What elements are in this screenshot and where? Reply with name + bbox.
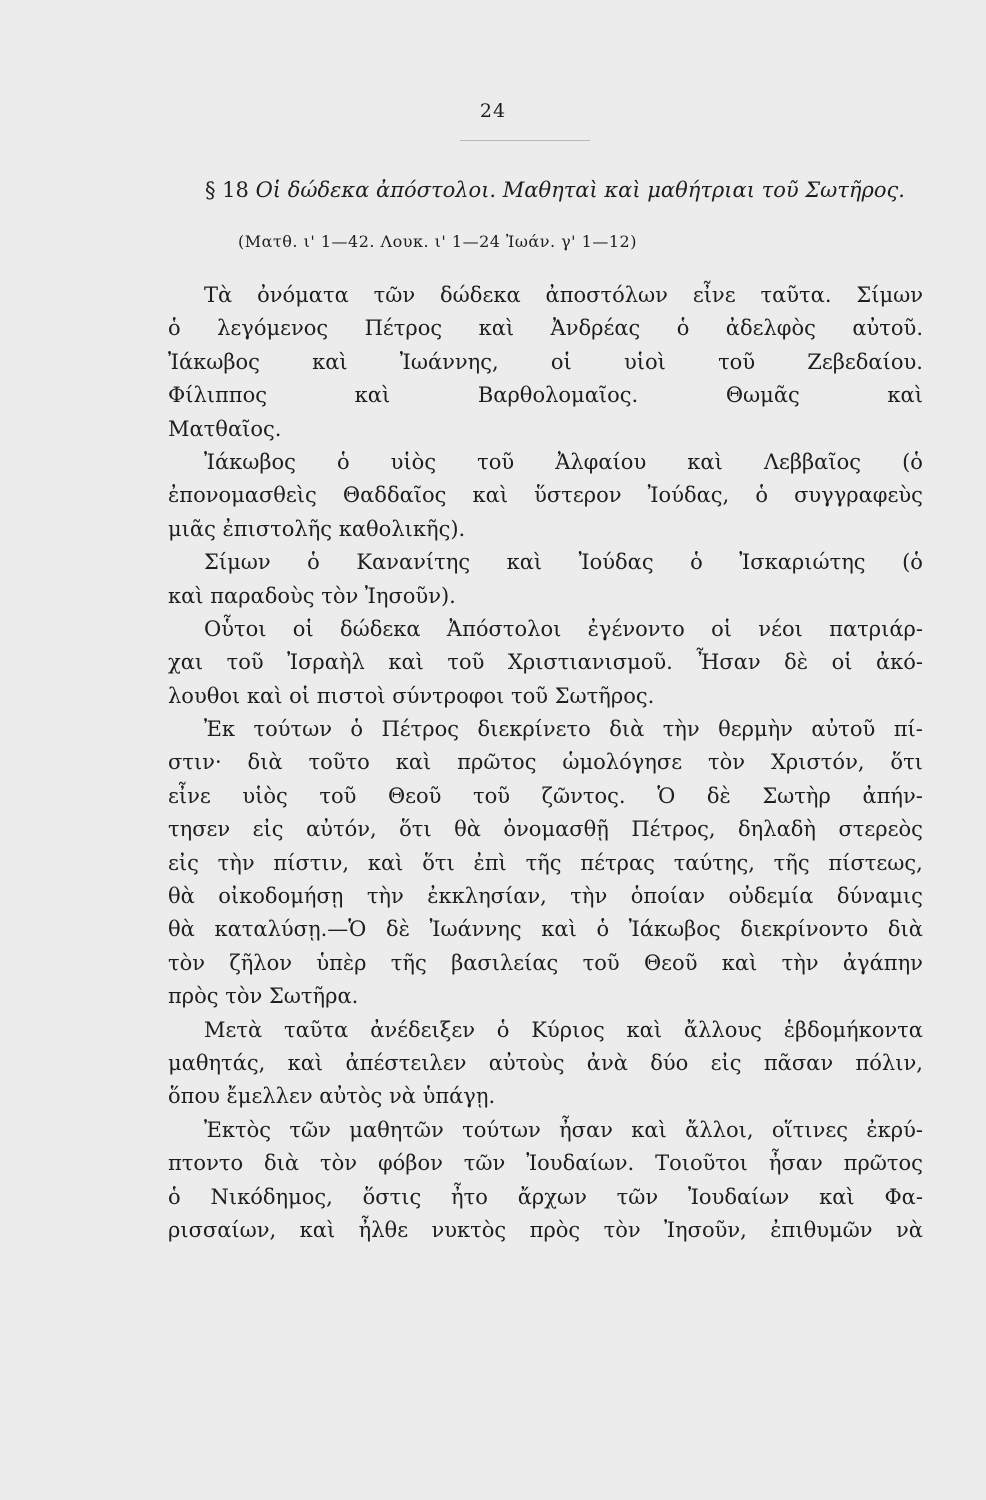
text-line	[168, 1014, 923, 1047]
word: ὅπου	[168, 1084, 227, 1109]
word: ὅτι	[399, 817, 432, 842]
word: ἦσαν	[559, 1117, 613, 1142]
word: καὶ	[687, 449, 723, 474]
word: δύο	[650, 1050, 689, 1075]
word: τὸν	[168, 950, 206, 975]
word: υἱοὶ	[623, 349, 666, 374]
word: Κανανίτης	[356, 550, 471, 575]
word: Μετὰ	[204, 1017, 263, 1042]
word: Ζεβεδαίου.	[807, 349, 923, 374]
word: ὁ	[307, 550, 320, 575]
text-line	[168, 880, 923, 913]
text-line	[168, 379, 923, 412]
word: τὴν	[570, 884, 608, 909]
word: Χριστόν,	[770, 750, 865, 775]
word: καὶ	[819, 1184, 855, 1209]
word: διεκρίνοντο	[740, 917, 869, 942]
word: Οὗτοι	[204, 616, 267, 641]
word: τὸν	[225, 984, 269, 1009]
text-line	[168, 847, 923, 880]
text-line	[168, 479, 923, 512]
word: μιᾶς	[168, 516, 223, 541]
word: ταύτης,	[673, 850, 755, 875]
text-line	[168, 646, 923, 679]
word: ἐπιστολῆς	[222, 516, 339, 541]
word: ὁ	[755, 483, 768, 508]
word: ἐπονομασθεὶς	[168, 483, 317, 508]
section-heading	[205, 178, 905, 202]
word: ζῆλον	[229, 950, 293, 975]
word: τὸν	[603, 1217, 641, 1242]
section-number: § 18	[205, 178, 249, 202]
section-title: Οἱ δώδεκα ἀπόστολοι. Μαθηταὶ καὶ μαθήτριαι τοῦ Σωτῆρος.	[255, 178, 905, 202]
word: τὴν	[217, 850, 255, 875]
word: μαθητῶν	[349, 1117, 444, 1142]
text-line	[168, 1214, 923, 1247]
word: Ἀπόστολοι	[446, 616, 562, 641]
word: δὲ	[385, 917, 410, 942]
word: φόβον	[377, 1151, 443, 1176]
body-text	[168, 279, 923, 1247]
word: Θεοῦ	[643, 950, 698, 975]
word: Ἰούδας,	[647, 483, 730, 508]
word: τῆς	[773, 850, 810, 875]
word: Ἐκτὸς	[204, 1117, 272, 1142]
word: λουθοι	[168, 683, 247, 708]
word: Θαδδαῖος	[342, 483, 447, 508]
word: Ἰωάννης	[429, 917, 522, 942]
word: Βαρθολομαῖος.	[477, 383, 639, 408]
word: τοῦ	[510, 683, 555, 708]
word: (ὁ	[902, 449, 923, 474]
word: καὶ	[287, 1050, 324, 1075]
word: ὁ	[496, 1017, 510, 1042]
word: πίστιν,	[273, 850, 350, 875]
word: βασιλείας	[451, 950, 559, 975]
word: δηλαδὴ	[738, 817, 816, 842]
word: ὁ	[596, 917, 610, 942]
word: Ἦσαν	[696, 650, 761, 675]
word: ἐγένοντο	[587, 616, 685, 641]
word: Ματθαῖος.	[168, 416, 282, 441]
word: πί-	[893, 717, 923, 742]
word: τῆς	[390, 950, 427, 975]
word: Σωτὴρ	[762, 783, 831, 808]
word: καὶ	[388, 650, 424, 675]
word: καὶ	[395, 750, 432, 775]
word: οἱ	[711, 616, 732, 641]
word: καὶ	[168, 583, 211, 608]
word: εἰς	[168, 850, 199, 875]
text-line	[168, 279, 923, 312]
word: δὲ	[784, 650, 809, 675]
word: ὁποίαν	[630, 884, 705, 909]
word: ἄρχων	[517, 1184, 587, 1209]
word: οἱ	[550, 349, 572, 374]
scripture-references: (Ματθ. ι' 1—42. Λουκ. ι' 1—24 Ἰωάν. γ' 1—12)	[238, 232, 637, 251]
word: Ἰσραὴλ	[287, 650, 365, 675]
word: ὁ	[168, 316, 181, 341]
word: οἱ	[831, 650, 853, 675]
word: οἰκοδομήσῃ	[218, 884, 344, 909]
word: πρῶτος	[843, 1151, 923, 1176]
word: ρισσαίων,	[168, 1217, 277, 1242]
word: Ἰάκωβος	[204, 449, 296, 474]
word: ὅτι	[422, 850, 455, 875]
word: νυκτὸς	[431, 1217, 507, 1242]
word: ἔμελλεν	[226, 1084, 320, 1109]
word: καὶ	[472, 483, 509, 508]
word: Νικόδημος,	[210, 1184, 333, 1209]
word: τησεν	[168, 817, 231, 842]
word: Ἰουδαίων	[687, 1184, 790, 1209]
word: ταῦτα	[284, 1017, 349, 1042]
word: Σωτῆρος.	[554, 683, 655, 708]
word: παραδοὺς	[210, 583, 322, 608]
word: Λεββαῖος	[763, 449, 862, 474]
text-line	[168, 1047, 923, 1080]
word: (ὁ	[902, 550, 923, 575]
word: ἀκό-	[875, 650, 923, 675]
word: τὴν	[662, 717, 700, 742]
word: καὶ	[299, 1217, 336, 1242]
word: ὕστερον	[534, 483, 622, 508]
word: ὀνομασθῇ	[503, 817, 609, 842]
word: πᾶσαν	[763, 1050, 834, 1075]
word: τῶν	[616, 1184, 659, 1209]
word: ἐπιθυμῶν	[770, 1217, 873, 1242]
word: ἀνὰ	[586, 1050, 628, 1075]
word: πέτρας	[580, 850, 655, 875]
word: τοῦτο	[308, 750, 370, 775]
word: λεγόμενος	[217, 316, 329, 341]
word: εἰς	[252, 817, 284, 842]
text-line	[168, 1080, 923, 1113]
word: καὶ	[246, 683, 290, 708]
word: ἄλλους	[683, 1017, 762, 1042]
word: καταλύσῃ.—Ὁ	[214, 917, 367, 942]
word: τοῦ	[226, 650, 264, 675]
word: τὸν	[321, 583, 365, 608]
text-line	[168, 613, 923, 646]
word: τούτων	[462, 1117, 541, 1142]
word: τὴν	[781, 950, 819, 975]
word: τὸν	[708, 750, 746, 775]
word: Ἰωάννης,	[399, 349, 499, 374]
word: πτοντο	[168, 1151, 244, 1176]
word: ἀδελφὸς	[725, 316, 816, 341]
word: καὶ	[354, 383, 391, 408]
text-line	[168, 1114, 923, 1147]
word: οὐδεμία	[728, 884, 814, 909]
text-line	[168, 513, 923, 546]
word: ὑπὲρ	[316, 950, 367, 975]
word: νέοι	[758, 616, 803, 641]
word: στερεὸς	[838, 817, 923, 842]
word: θὰ	[168, 884, 195, 909]
word: ὡμολόγησε	[562, 750, 683, 775]
word: τῶν	[289, 1117, 331, 1142]
word: Σίμων	[204, 550, 271, 575]
word: ἐκκλησίαν,	[427, 884, 547, 909]
word: ὑπάγῃ.	[422, 1084, 496, 1109]
word: πρὸς	[168, 984, 226, 1009]
text-line	[168, 813, 923, 846]
word: Πέτρος,	[631, 817, 716, 842]
word: Φα-	[884, 1184, 923, 1209]
word: εἰς	[710, 1050, 742, 1075]
word: ἐπὶ	[473, 850, 507, 875]
word: τὴν	[366, 884, 404, 909]
word: ὁ	[336, 449, 350, 474]
word: ὀνόματα	[257, 283, 349, 307]
word: τοῦ	[319, 783, 357, 808]
word: θὰ	[454, 817, 481, 842]
text-line	[168, 446, 923, 479]
word: τοῦ	[473, 783, 511, 808]
word: ἑβδομήκοντα	[783, 1017, 923, 1042]
word: ὅτι	[890, 750, 923, 775]
word: Πέτρος	[364, 316, 443, 341]
word: πρὸς	[529, 1217, 581, 1242]
word: καὶ	[887, 383, 923, 408]
word: ταῦτα.	[760, 283, 832, 307]
word: οἱ	[289, 683, 317, 708]
word: ὅστις	[362, 1184, 422, 1209]
word: δώδεκα	[340, 616, 421, 641]
text-line	[168, 680, 923, 713]
word: διὰ	[264, 1151, 300, 1176]
word: Θωμᾶς	[725, 383, 800, 408]
text-line	[168, 1147, 923, 1180]
word: καὶ	[721, 950, 758, 975]
word: θερμὴν	[718, 717, 793, 742]
word: πιστοὶ	[316, 683, 393, 708]
word: ἀγάπην	[842, 950, 923, 975]
word: Ἰούδας	[578, 550, 654, 575]
text-line	[168, 713, 923, 746]
word: καθολικῆς).	[338, 516, 466, 541]
text-line	[168, 546, 923, 579]
word: καὶ	[626, 1017, 663, 1042]
word: ἦλθε	[358, 1217, 409, 1242]
word: διεκρίνετο	[477, 717, 591, 742]
text-line	[168, 346, 923, 379]
text-line	[168, 1181, 923, 1214]
text-line	[168, 413, 923, 446]
word: Τὰ	[204, 283, 233, 307]
word: χαι	[168, 650, 204, 675]
page-number: 24	[479, 100, 507, 122]
word: υἱὸς	[390, 449, 437, 474]
text-line	[168, 980, 923, 1013]
word: Θεοῦ	[387, 783, 442, 808]
word: καὶ	[541, 917, 577, 942]
word: διὰ	[247, 750, 283, 775]
word: Ἐκ	[204, 717, 236, 742]
word: Φίλιππος	[168, 383, 268, 408]
word: αὐτοὺς	[488, 1050, 565, 1075]
text-line	[168, 312, 923, 345]
word: Ἀλφαίου	[555, 449, 647, 474]
word: Ἰσκαριώτης	[739, 550, 866, 575]
word: Κύριος	[531, 1017, 605, 1042]
word: τοῦ	[582, 950, 620, 975]
word: δὲ	[706, 783, 731, 808]
word: μαθητάς,	[168, 1050, 266, 1075]
word: ὁ	[690, 550, 703, 575]
word: τῆς	[525, 850, 562, 875]
word: καὶ	[478, 316, 515, 341]
word: δώδεκα	[440, 283, 521, 307]
word: συγγραφεὺς	[794, 483, 923, 508]
word: ἀποστόλων	[545, 283, 668, 307]
word: τοῦ	[477, 449, 515, 474]
word: σύντροφοι	[392, 683, 511, 708]
word: τούτων	[253, 717, 332, 742]
text-line	[168, 913, 923, 946]
word: τῶν	[373, 283, 416, 307]
word: ἐκρύ-	[866, 1117, 923, 1142]
word: εἶνε	[168, 783, 211, 808]
text-line	[168, 746, 923, 779]
word: πίστεως,	[828, 850, 923, 875]
word: αὐτὸς	[319, 1084, 389, 1109]
word: τὸν	[320, 1151, 358, 1176]
word: ὁ	[168, 1184, 181, 1209]
word: Ἰάκωβος	[168, 349, 260, 374]
word: υἱὸς	[242, 783, 288, 808]
word: νὰ	[388, 1084, 423, 1109]
word: ὁ	[350, 717, 364, 742]
word: ὁ	[676, 316, 690, 341]
text-line	[168, 947, 923, 980]
word: καὶ	[312, 349, 348, 374]
word: Ἰησοῦν,	[664, 1217, 747, 1242]
text-line	[168, 780, 923, 813]
word: πόλιν,	[855, 1050, 923, 1075]
word: καὶ	[367, 850, 404, 875]
word: ἀπέστειλεν	[345, 1050, 467, 1075]
word: τῶν	[463, 1151, 506, 1176]
word: στιν·	[168, 750, 222, 775]
word: νὰ	[895, 1217, 923, 1242]
word: διὰ	[609, 717, 645, 742]
word: καὶ	[506, 550, 543, 575]
word: Σωτῆρα.	[268, 984, 359, 1009]
word: ἦσαν	[768, 1151, 823, 1176]
word: Ὁ	[657, 783, 676, 808]
word: θὰ	[168, 917, 195, 942]
word: δύναμις	[836, 884, 923, 909]
word: καὶ	[631, 1117, 667, 1142]
word: Ἰησοῦν).	[364, 583, 456, 608]
word: Χριστιανισμοῦ.	[507, 650, 673, 675]
word: ἦτο	[451, 1184, 488, 1209]
word: εἶνε	[692, 283, 736, 307]
text-line	[168, 580, 923, 613]
word: Τοιοῦτοι	[655, 1151, 748, 1176]
word: ζῶντος.	[541, 783, 626, 808]
word: ἀπήν-	[862, 783, 923, 808]
word: αὐτοῦ.	[852, 316, 923, 341]
word: ἄλλοι,	[685, 1117, 754, 1142]
word: αὐτόν,	[306, 817, 377, 842]
word: οἵτινες	[771, 1117, 849, 1142]
word: Ἰάκωβος	[628, 917, 721, 942]
word: πατριάρ-	[829, 616, 923, 641]
word: οἱ	[292, 616, 314, 641]
word: Ἰουδαίων.	[526, 1151, 635, 1176]
word: αὐτοῦ	[811, 717, 876, 742]
word: Ἀνδρέας	[550, 316, 641, 341]
word: διὰ	[887, 917, 923, 942]
word: τοῦ	[718, 349, 756, 374]
word: Σίμων	[856, 283, 923, 307]
word: πρῶτος	[457, 750, 537, 775]
word: τοῦ	[447, 650, 485, 675]
header-rule	[460, 140, 590, 141]
word: Πέτρος	[381, 717, 460, 742]
word: ἀνέδειξεν	[370, 1017, 475, 1042]
